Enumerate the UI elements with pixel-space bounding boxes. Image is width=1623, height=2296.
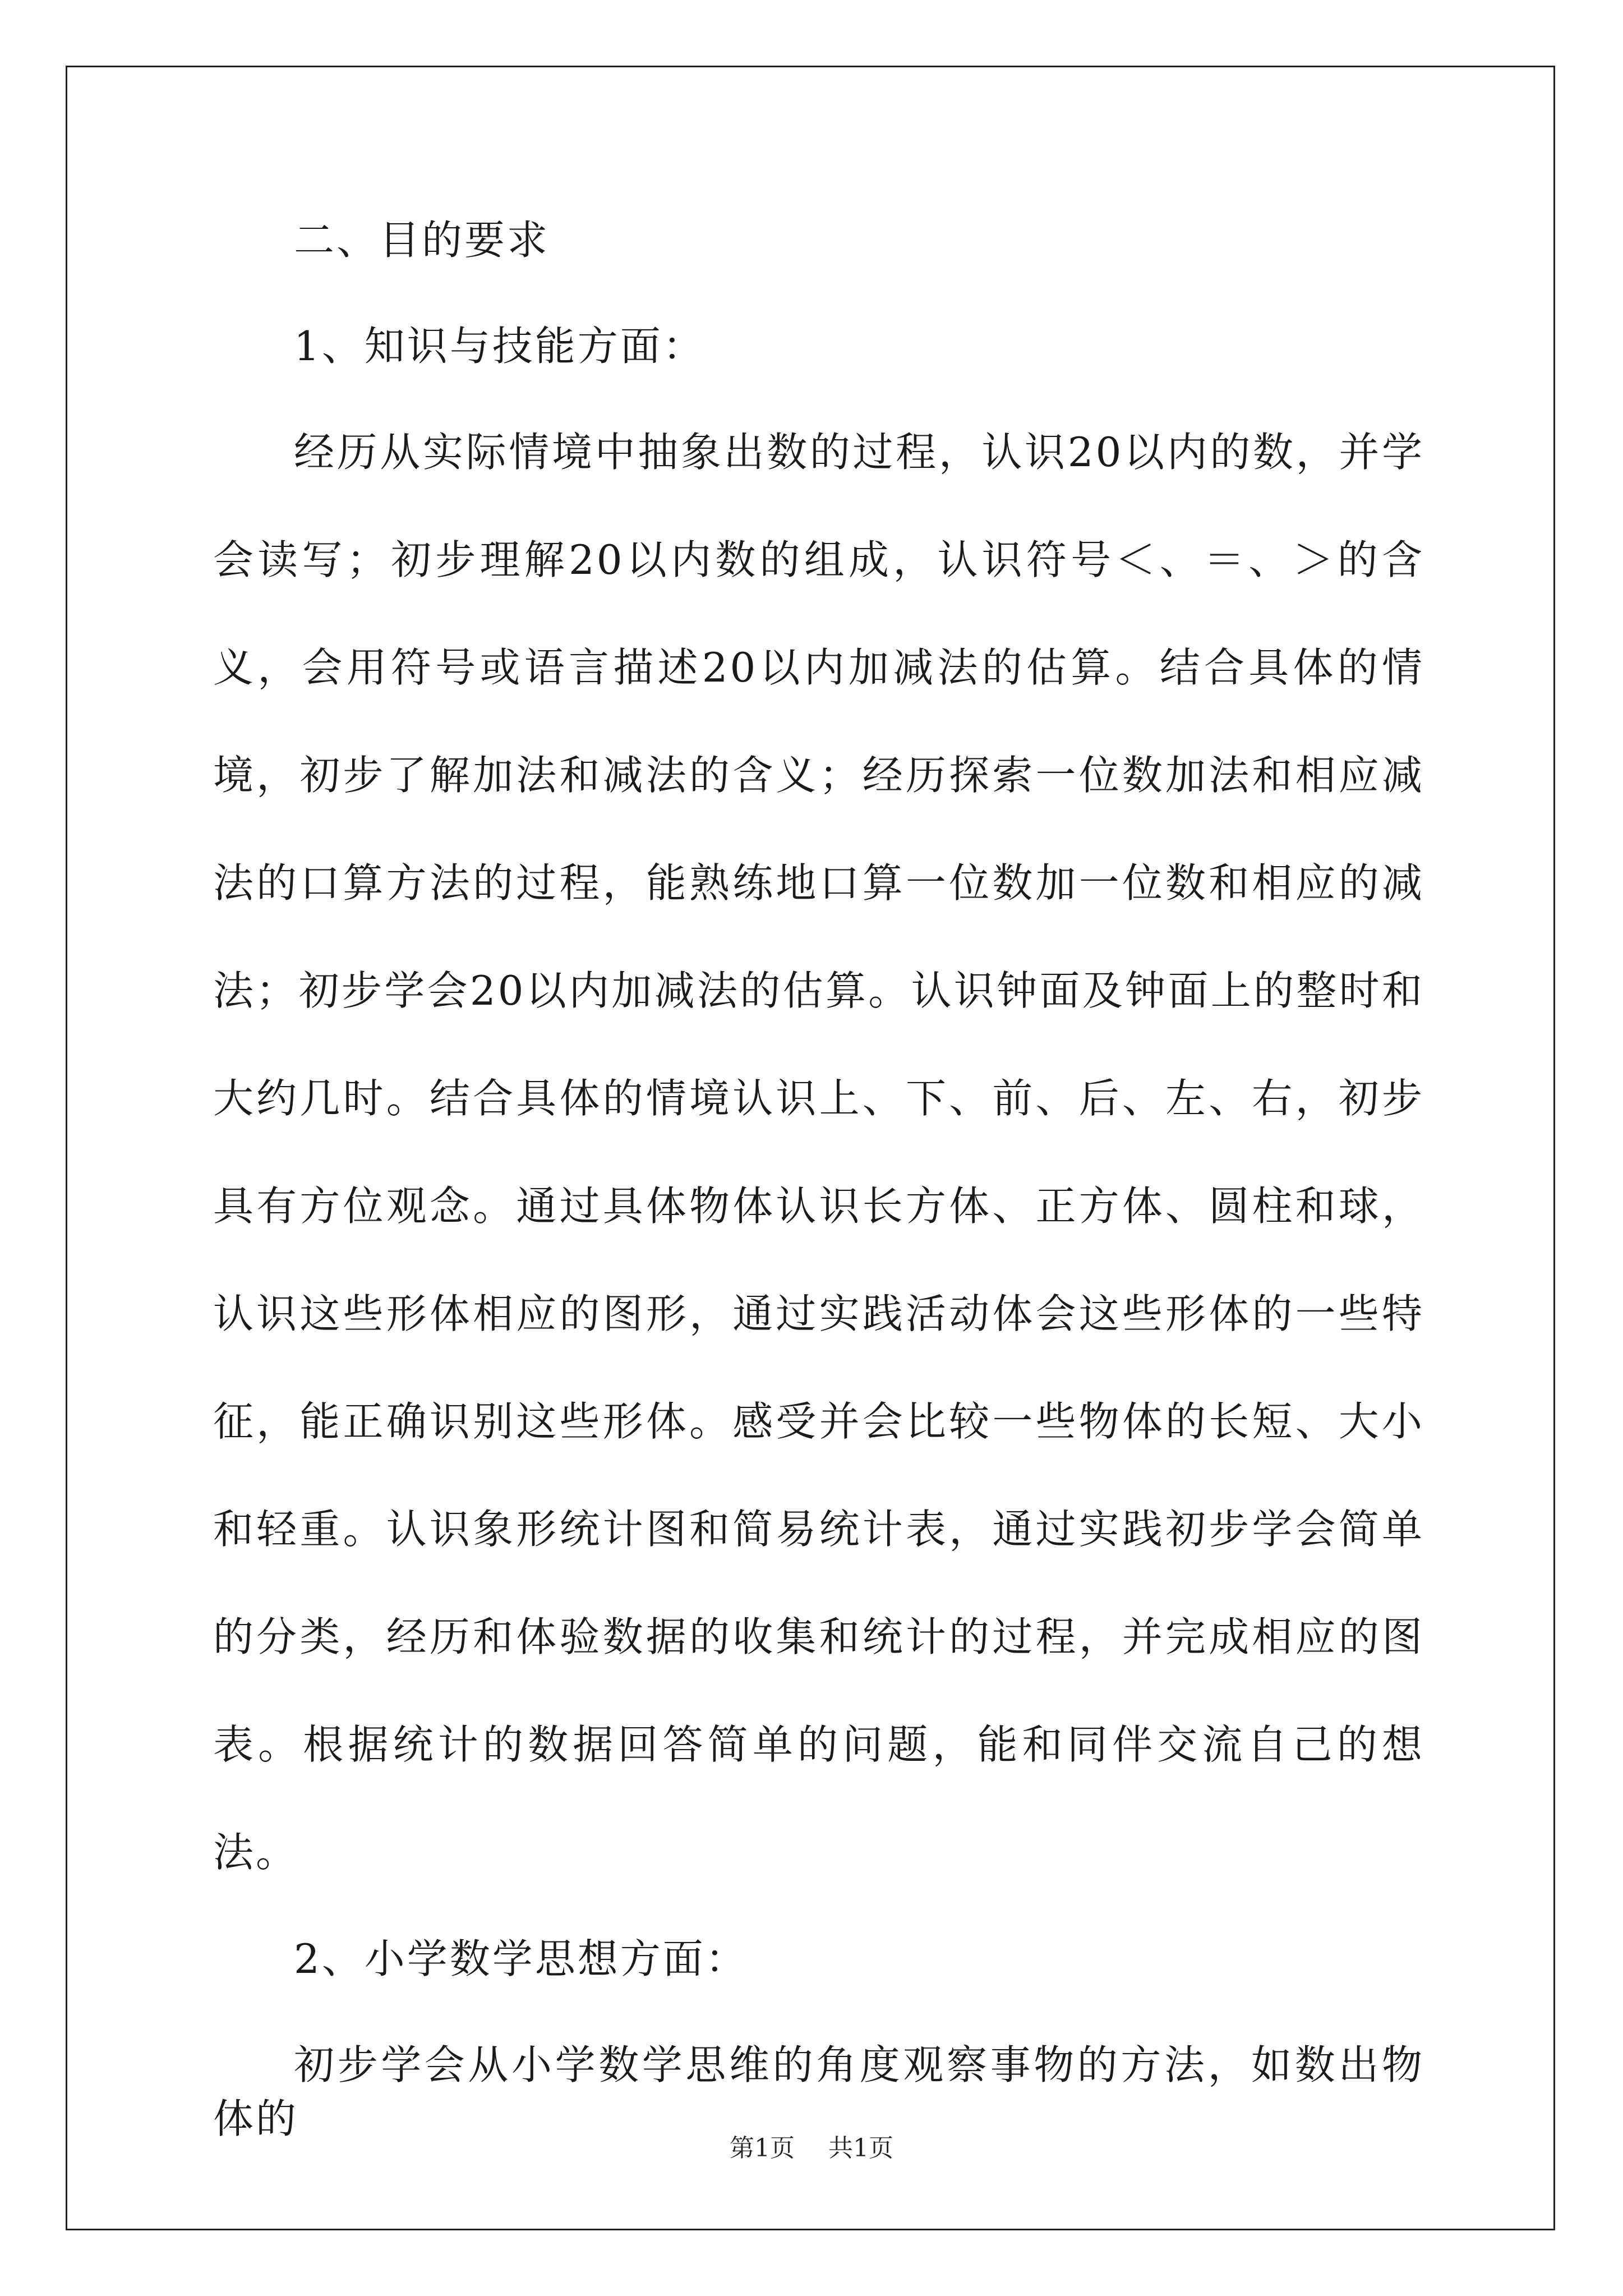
paragraph-math-thinking: 初步学会从小学数学思维的角度观察事物的方法，如数出物体的 (213, 2041, 1424, 2142)
page-total: 共1页 (828, 2134, 893, 2162)
sub-heading-math-thinking: 2、小学数学思想方面： (294, 1935, 748, 1982)
document-body (213, 213, 1424, 2198)
paragraph-knowledge-skills: 经历从实际情境中抽象出数的过程，认识20以内的数，并学会读写；初步理解20以内数的组成，认识符号＜、＝、＞的含义，会用符号或语言描述20以内加减法的估算。结合具体的情境，初步了解加法和减法的含义；经历探索一位数加法和相应减法的口算方法的过程，能熟练地口算一位数加一位数和相应的减法；初步学会20以内加减法的估算。认识钟面及钟面上的整时和大约几时。结合具体的情境认识上、下、前、后、左、右，初步具有方位观念。通过具体物体认识长方体、正方体、圆柱和球，认识这些形体相应的图形，通过实践活动体会这些形体的一些特征，能正确识别这些形体。感受并会比较一些物体的长短、大小和轻重。认识象形统计图和简易统计表，通过实践初步学会简单的分类，经历和体验数据的收集和统计的过程，并完成相应的图表。根据统计的数据回答简单的问题，能和同伴交流自己的想法。 (213, 429, 1424, 1876)
section-heading: 二、目的要求 (294, 217, 550, 264)
sub-heading-knowledge-skills: 1、知识与技能方面： (294, 323, 706, 370)
page-footer (0, 2132, 1623, 2165)
page-number: 第1页 (730, 2134, 795, 2162)
